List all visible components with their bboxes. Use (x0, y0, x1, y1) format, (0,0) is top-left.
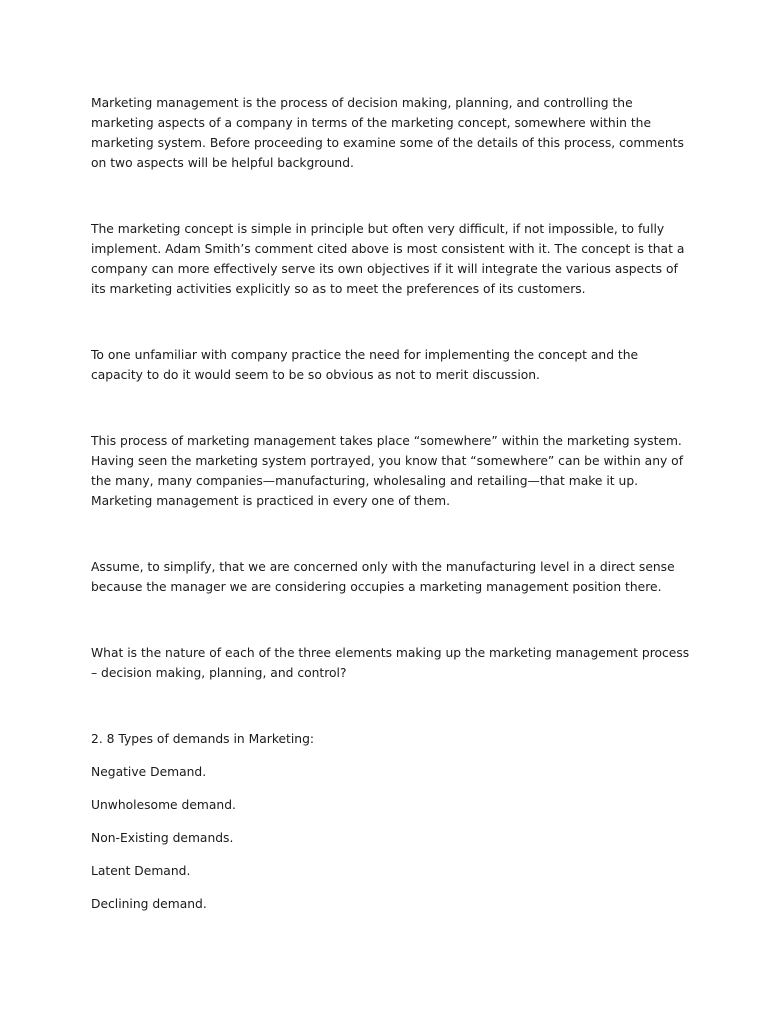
demand-type-item: Negative Demand. (91, 765, 207, 779)
demand-types-heading: 2. 8 Types of demands in Marketing: (91, 732, 315, 746)
paragraph-manufacturing-level: Assume, to simplify, that we are concerned only with the manufacturing level in a direct sense because the manager we are considering occupies a marketing management position there. (91, 560, 675, 594)
demand-type-item: Unwholesome demand. (91, 798, 236, 812)
paragraph-marketing-concept: The marketing concept is simple in principle but often very difficult, if not impossible, to fully implement. Adam Smith’s comment cited above is most consistent with it. The concept is that a company can more effectively serve its own objectives if it will integrate the various aspects of its marketing activities explicitly so as to meet the preferences of its customers. (91, 222, 685, 296)
demand-type-item: Non-Existing demands. (91, 831, 234, 845)
demand-type-item: Declining demand. (91, 897, 207, 911)
paragraph-three-elements-question: What is the nature of each of the three elements making up the marketing management process – decision making, planning, and control? (91, 646, 690, 680)
document-body (91, 93, 691, 927)
paragraph-marketing-management-definition: Marketing management is the process of decision making, planning, and controlling the marketing aspects of a company in terms of the marketing concept, somewhere within the marketing system. Before proceeding to examine some of the details of this process, comments on two aspects will be helpful background. (91, 96, 684, 170)
paragraph-company-practice: To one unfamiliar with company practice the need for implementing the concept and the capacity to do it would seem to be so obvious as not to merit discussion. (91, 348, 639, 382)
demand-type-item: Latent Demand. (91, 864, 191, 878)
paragraph-marketing-system: This process of marketing management takes place “somewhere” within the marketing system. Having seen the marketing system portrayed, you know that “somewhere” can be within any of the many, many companies—manufacturing, wholesaling and retailing—that make it up. Marketing management is practiced in every one of them. (91, 434, 684, 508)
